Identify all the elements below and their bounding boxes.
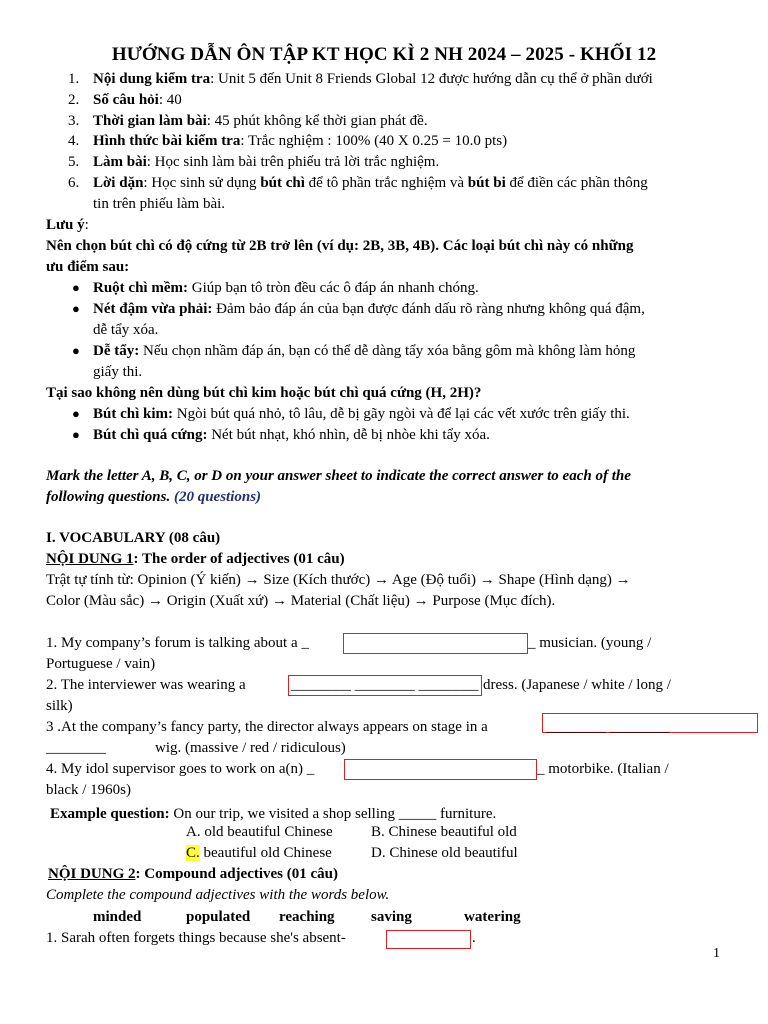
list-number: 5.: [68, 154, 80, 170]
note-colon: :: [84, 217, 89, 233]
section-heading-text: I. VOCABULARY (08 câu): [46, 530, 221, 546]
advantage-label: Nét đậm vừa phải:: [93, 301, 213, 317]
bullet-icon: ●: [72, 343, 80, 358]
item-label: Hình thức bài kiểm tra: [93, 133, 241, 149]
content-title: : The order of adjectives (01 câu): [133, 551, 345, 567]
question-end: .: [472, 930, 476, 946]
item-text: : Học sinh làm bài trên phiếu trả lời trắc nghiệm.: [146, 154, 440, 170]
word-bank-item: reaching: [279, 909, 335, 925]
bullet-icon: ●: [72, 301, 80, 316]
disadvantage-item: [93, 426, 490, 444]
why-heading: [46, 384, 481, 402]
question-line: wig. (massive / red / ridiculous): [155, 740, 346, 756]
list-number: 6.: [68, 175, 80, 191]
advantage-continuation: giấy thi.: [93, 364, 143, 380]
advantage-text: Nếu chọn nhầm đáp án, bạn có thể dễ dàng tẩy xóa bằng gôm mà không làm hỏng: [139, 343, 636, 359]
option-b: B. Chinese beautiful old: [371, 824, 517, 840]
advantage-item: [93, 300, 645, 318]
advantage-item: [93, 342, 635, 360]
question-line: _ motorbike. (Italian /: [537, 761, 669, 777]
example-label: Example question:: [50, 806, 170, 822]
question-line: Portuguese / vain): [46, 656, 156, 672]
disadvantage-label: Bút chì kim:: [93, 406, 174, 422]
list-item: [93, 174, 648, 192]
answer-blank: ________ ________: [546, 719, 670, 735]
list-number: 4.: [68, 133, 80, 149]
question-line: dress. (Japanese / white / long /: [483, 677, 671, 693]
content-label: NỘI DUNG 2: [48, 866, 136, 882]
item-text: : Học sinh sử dụng: [143, 175, 261, 191]
option-a: A. old beautiful Chinese: [186, 824, 333, 840]
disadvantage-item: [93, 405, 630, 423]
word-bank-item: saving: [371, 909, 412, 925]
item-text: để điền các phần thông: [505, 175, 648, 191]
item-label: Số câu hỏi: [93, 92, 159, 108]
question-count: (20 questions): [173, 489, 262, 505]
page-number: 1: [713, 946, 720, 961]
answer-box[interactable]: [343, 633, 528, 654]
item-text: : Trắc nghiệm : 100% (40 X 0.25 = 10.0 pts): [240, 133, 508, 149]
bullet-icon: ●: [72, 406, 80, 421]
word-bank-item: watering: [464, 909, 521, 925]
list-item: [93, 91, 182, 109]
question-line: 1. Sarah often forgets things because she's absent-: [46, 930, 346, 946]
question-line: 4. My idol supervisor goes to work on a(n) _: [46, 761, 315, 777]
list-number: 1.: [68, 71, 80, 87]
content-instruction: Complete the compound adjectives with the words below.: [46, 887, 390, 903]
answer-box[interactable]: [386, 930, 471, 949]
advantage-label: Ruột chì mềm:: [93, 280, 188, 296]
instruction-line: Mark the letter A, B, C, or D on your answer sheet to indicate the correct answer to each of the: [46, 468, 631, 484]
advantage-continuation: dễ tẩy xóa.: [93, 322, 159, 338]
bullet-icon: ●: [72, 280, 80, 295]
bullet-icon: ●: [72, 427, 80, 442]
option-c: [186, 844, 332, 862]
content-heading: [46, 550, 345, 568]
option-c-text: beautiful old Chinese: [199, 845, 332, 861]
pencil-heading: [46, 258, 129, 276]
list-item: [93, 153, 439, 171]
disadvantage-label: Bút chì quá cứng:: [93, 427, 208, 443]
instruction-line: [46, 488, 261, 506]
correct-option-marker: C.: [186, 845, 200, 861]
list-item: [93, 112, 428, 130]
note-heading: [46, 216, 89, 234]
question-line: 2. The interviewer was wearing a: [46, 677, 246, 693]
list-number: 2.: [68, 92, 80, 108]
item-label: Làm bài: [93, 154, 147, 170]
item-text: : 40: [158, 92, 182, 108]
item-label: Nội dung kiểm tra: [93, 71, 211, 87]
item-emphasis: bút bi: [467, 175, 506, 191]
example-question: [50, 805, 496, 823]
content-title: : Compound adjectives (01 câu): [135, 866, 339, 882]
item-text: : Unit 5 đến Unit 8 Friends Global 12 được hướng dẫn cụ thể ở phần dưới: [210, 71, 653, 87]
page-title: HƯỚNG DẪN ÔN TẬP KT HỌC KÌ 2 NH 2024 – 2025 - KHỐI 12: [111, 44, 657, 65]
pencil-heading-line: Nên chọn bút chì có độ cứng từ 2B trở lên (ví dụ: 2B, 3B, 4B). Các loại bút chì này có những: [46, 238, 634, 254]
item-label: Lời dặn: [93, 175, 144, 191]
question-line: black / 1960s): [46, 782, 131, 798]
section-heading: [46, 529, 220, 547]
list-item-continuation: tin trên phiếu làm bài.: [93, 196, 226, 212]
order-line: Trật tự tính từ: Opinion (Ý kiến) → Size (Kích thước) → Age (Độ tuổi) → Shape (Hình dạng) →: [46, 572, 631, 588]
advantage-label: Dễ tẩy:: [93, 343, 140, 359]
pencil-heading-line: ưu điểm sau:: [46, 259, 130, 275]
disadvantage-text: Ngòi bút quá nhỏ, tô lâu, dễ bị gãy ngòi và để lại các vết xước trên giấy thi.: [173, 406, 630, 422]
advantage-item: [93, 279, 479, 297]
example-text: On our trip, we visited a shop selling _____ furniture.: [169, 806, 497, 822]
word-bank-item: minded: [93, 909, 142, 925]
question-line: 1. My company’s forum is talking about a _: [46, 635, 309, 651]
advantage-text: Đảm bảo đáp án của bạn được đánh dấu rõ ràng nhưng không quá đậm,: [212, 301, 645, 317]
option-d: D. Chinese old beautiful: [371, 845, 518, 861]
order-line: Color (Màu sắc) → Origin (Xuất xứ) → Material (Chất liệu) → Purpose (Mục đích).: [46, 593, 556, 609]
content-label: NỘI DUNG 1: [46, 551, 134, 567]
disadvantage-text: Nét bút nhạt, khó nhìn, dễ bị nhòe khi tẩy xóa.: [207, 427, 490, 443]
item-text: để tô phần trắc nghiệm và: [304, 175, 468, 191]
list-item: [93, 132, 507, 150]
note-label: Lưu ý: [46, 217, 85, 233]
answer-blank: ________ ________ ________: [291, 677, 479, 693]
item-label: Thời gian làm bài: [93, 113, 207, 129]
answer-box[interactable]: [344, 759, 537, 780]
word-bank-item: populated: [186, 909, 251, 925]
pencil-heading: [46, 237, 633, 255]
content-heading: [48, 865, 338, 883]
question-line: silk): [46, 698, 73, 714]
why-heading-text: Tại sao không nên dùng bút chì kim hoặc bút chì quá cứng (H, 2H)?: [46, 385, 482, 401]
list-item: [93, 70, 653, 88]
item-emphasis: bút chì: [260, 175, 305, 191]
answer-blank: ________: [46, 740, 106, 756]
question-line: _ musician. (young /: [528, 635, 652, 651]
item-text: : 45 phút không kể thời gian phát đề.: [206, 113, 428, 129]
advantage-text: Giúp bạn tô tròn đều các ô đáp án nhanh chóng.: [187, 280, 479, 296]
list-number: 3.: [68, 113, 80, 129]
instruction-text: following questions.: [46, 489, 174, 505]
question-line: 3 .At the company’s fancy party, the director always appears on stage in a: [46, 719, 488, 735]
